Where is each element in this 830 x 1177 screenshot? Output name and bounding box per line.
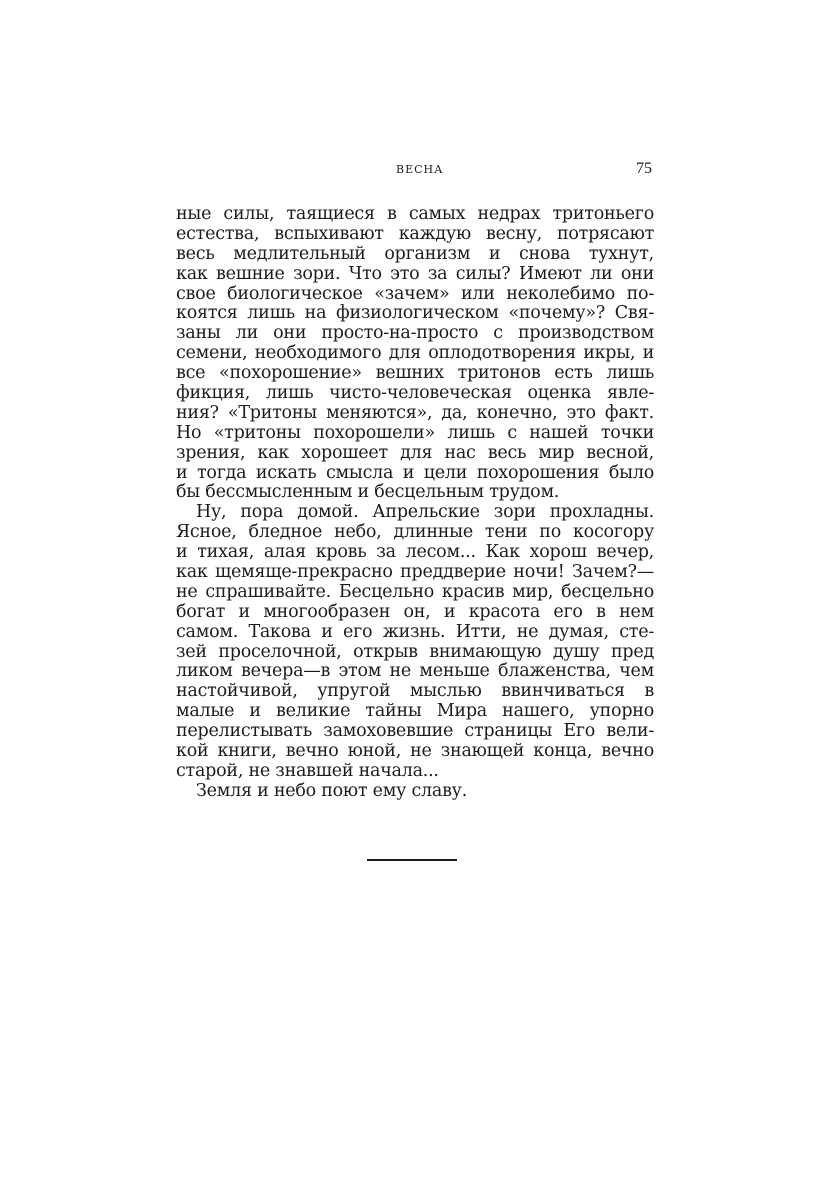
text-line: кой книги, вечно юной, не знающей конца, вечно <box>176 741 654 762</box>
text-line: фикция, лишь чисто-человеческая оценка явле- <box>176 383 654 404</box>
text-line: все «похорошение» вешних тритонов есть лишь <box>176 363 654 384</box>
text-line: зрения, как хорошеет для нас весь мир весной, <box>176 442 654 463</box>
running-title: ВЕСНА <box>396 163 444 176</box>
end-of-chapter-rule <box>367 859 457 861</box>
text-line: настойчивой, упругой мыслью ввинчиваться в <box>176 681 654 702</box>
paragraph-1 <box>176 205 654 503</box>
text-line: весь медлительный организм и снова тухнут, <box>176 243 654 264</box>
paragraph-2 <box>176 503 654 781</box>
text-line: и тогда искать смысла и цели похорошения было <box>176 462 654 483</box>
text-line: Но «тритоны похорошели» лишь с нашей точки <box>176 422 654 443</box>
text-line: Земля и небо поют ему славу. <box>196 780 468 801</box>
text-line: Ясное, бледное небо, длинные тени по косогору <box>176 522 654 543</box>
text-line: как вешние зори. Что это за силы? Имеют ли они <box>176 263 654 284</box>
text-line: ния? «Тритоны меняются», да, конечно, это факт. <box>176 402 654 423</box>
text-line: богат и многообразен он, и красота его в нем <box>176 601 654 622</box>
text-line: семени, необходимого для оплодотворения икры, и <box>176 343 654 364</box>
text-line: как щемяще-прекрасно преддверие ночи! Зачем?— <box>176 562 654 583</box>
text-line: самом. Такова и его жизнь. Итти, не думая, сте- <box>176 621 654 642</box>
text-line: малые и великие тайны Мира нашего, упорно <box>176 701 654 722</box>
page-number: 75 <box>636 160 652 177</box>
paragraph-3 <box>176 782 654 802</box>
text-line: и тихая, алая кровь за лесом... Как хорош вечер, <box>176 542 654 563</box>
text-line: свое биологическое «зачем» или неколебимо по- <box>176 283 654 304</box>
text-line: не спрашивайте. Бесцельно красив мир, бесцельно <box>176 581 654 602</box>
text-line: Ну, пора домой. Апрельские зори прохладны. <box>196 502 654 523</box>
text-line: бы бессмысленным и бесцельным трудом. <box>176 482 560 503</box>
text-line: старой, не знавшей начала... <box>176 760 439 781</box>
text-line: ликом вечера—в этом не меньше блаженства, чем <box>176 661 654 682</box>
text-line: ные силы, таящиеся в самых недрах тритоньего <box>176 204 654 224</box>
body-text <box>176 205 654 802</box>
text-line: зей проселочной, открыв внимающую душу пред <box>176 641 654 662</box>
running-head <box>176 160 654 182</box>
text-line: коятся лишь на физиологическом «почему»? Свя- <box>176 303 654 324</box>
text-line: перелистывать замоховевшие страницы Его вели- <box>176 721 654 742</box>
text-line: естества, вспыхивают каждую весну, потрясают <box>176 223 654 244</box>
text-line: заны ли они просто-на-просто с производством <box>176 323 654 344</box>
